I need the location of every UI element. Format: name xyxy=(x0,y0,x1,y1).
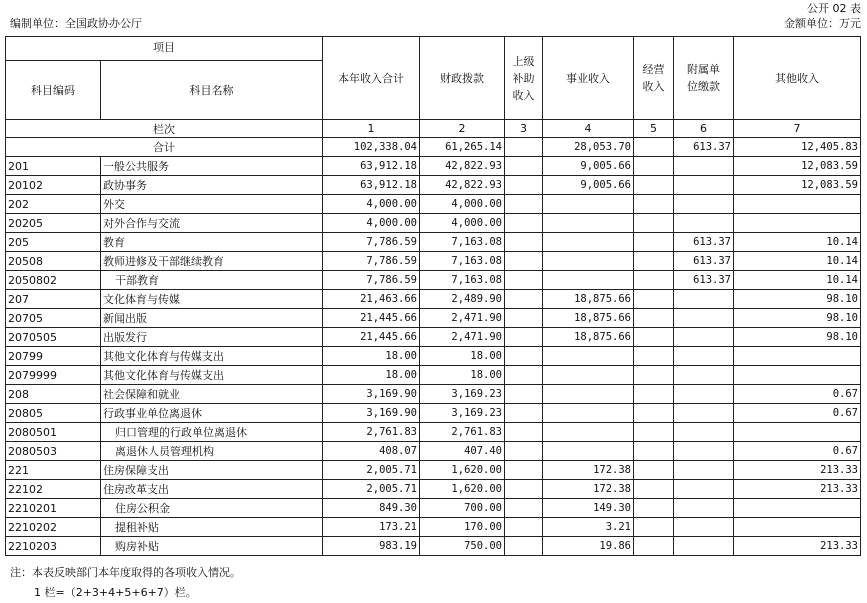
amount-cell: 7,163.08 xyxy=(420,271,505,290)
amount-cell: 2,471.90 xyxy=(420,309,505,328)
note-line: 1 栏=（2+3+4+5+6+7）栏。 xyxy=(34,586,197,599)
amount-cell xyxy=(634,309,674,328)
amount-cell xyxy=(543,271,634,290)
amount-cell xyxy=(543,252,634,271)
amount-cell xyxy=(543,423,634,442)
column-index: 1 xyxy=(323,120,420,138)
amount-cell: 4,000.00 xyxy=(420,195,505,214)
amount-cell: 3.21 xyxy=(543,518,634,537)
column-index: 7 xyxy=(734,120,861,138)
subject-code-cell: 205 xyxy=(6,233,101,252)
amount-cell xyxy=(505,404,543,423)
amount-cell xyxy=(734,347,861,366)
table-row xyxy=(6,480,861,499)
amount-cell xyxy=(505,480,543,499)
amount-cell: 21,445.66 xyxy=(323,309,420,328)
amount-cell xyxy=(634,252,674,271)
amount-cell xyxy=(634,290,674,309)
amount-cell xyxy=(674,214,734,233)
header-line: 补助 xyxy=(512,71,535,85)
amount-cell xyxy=(505,499,543,518)
amount-cell xyxy=(674,442,734,461)
amount-cell xyxy=(505,271,543,290)
amount-cell xyxy=(505,461,543,480)
subject-code-cell: 207 xyxy=(6,290,101,309)
header-row-1 xyxy=(6,37,861,61)
amount-cell: 2,005.71 xyxy=(323,480,420,499)
amount-cell: 172.38 xyxy=(543,461,634,480)
total-cell: 12,405.83 xyxy=(734,138,861,157)
subject-name-cell: 对外合作与交流 xyxy=(101,214,323,233)
amount-cell: 1,620.00 xyxy=(420,480,505,499)
amount-cell: 2,005.71 xyxy=(323,461,420,480)
amount-cell xyxy=(505,385,543,404)
header-subject-code: 科目编码 xyxy=(6,61,101,120)
amount-cell: 408.07 xyxy=(323,442,420,461)
amount-cell: 4,000.00 xyxy=(420,214,505,233)
amount-cell xyxy=(674,404,734,423)
amount-cell xyxy=(634,442,674,461)
header-line: 位缴款 xyxy=(687,80,720,93)
column-index: 2 xyxy=(420,120,505,138)
amount-cell: 3,169.90 xyxy=(323,404,420,423)
amount-cell xyxy=(505,233,543,252)
amount-cell: 750.00 xyxy=(420,537,505,556)
header-other-income: 其他收入 xyxy=(734,37,861,120)
subject-name-cell: 提租补贴 xyxy=(101,518,323,537)
amount-cell xyxy=(674,366,734,385)
amount-cell: 613.37 xyxy=(674,271,734,290)
amount-cell: 10.14 xyxy=(734,271,861,290)
amount-cell: 18.00 xyxy=(420,366,505,385)
subject-code-cell: 20799 xyxy=(6,347,101,366)
subject-name-cell: 其他文化体育与传媒支出 xyxy=(101,366,323,385)
amount-cell xyxy=(734,518,861,537)
amount-cell xyxy=(674,195,734,214)
header-line: 上级 xyxy=(512,54,535,68)
amount-cell: 213.33 xyxy=(734,461,861,480)
amount-cell: 98.10 xyxy=(734,290,861,309)
amount-cell xyxy=(674,480,734,499)
subject-name-cell: 行政事业单位离退休 xyxy=(101,404,323,423)
amount-cell xyxy=(634,195,674,214)
amount-cell xyxy=(734,499,861,518)
amount-cell xyxy=(674,157,734,176)
header-superior-subsidy xyxy=(505,37,543,120)
amount-cell: 18.00 xyxy=(323,366,420,385)
header-fiscal-appropriation: 财政拨款 xyxy=(420,37,505,120)
amount-cell: 3,169.23 xyxy=(420,404,505,423)
header-item: 项目 xyxy=(6,37,323,61)
amount-cell xyxy=(634,347,674,366)
amount-cell xyxy=(674,518,734,537)
amount-cell xyxy=(634,480,674,499)
amount-cell: 1,620.00 xyxy=(420,461,505,480)
amount-cell: 0.67 xyxy=(734,442,861,461)
subject-name-cell: 新闻出版 xyxy=(101,309,323,328)
table-row xyxy=(6,271,861,290)
subject-name-cell: 归口管理的行政单位离退休 xyxy=(101,423,323,442)
subject-name-cell: 住房保障支出 xyxy=(101,461,323,480)
amount-cell xyxy=(543,214,634,233)
subject-code-cell: 20102 xyxy=(6,176,101,195)
subject-name-cell: 住房公积金 xyxy=(101,499,323,518)
amount-cell: 10.14 xyxy=(734,252,861,271)
amount-cell xyxy=(505,176,543,195)
amount-cell: 149.30 xyxy=(543,499,634,518)
amount-cell: 4,000.00 xyxy=(323,214,420,233)
form-code: 公开 02 表 xyxy=(807,2,861,15)
amount-cell xyxy=(674,499,734,518)
amount-cell xyxy=(634,423,674,442)
amount-cell: 7,786.59 xyxy=(323,271,420,290)
amount-cell: 18.00 xyxy=(420,347,505,366)
subject-code-cell: 20508 xyxy=(6,252,101,271)
amount-cell: 18,875.66 xyxy=(543,290,634,309)
subject-name-cell: 干部教育 xyxy=(101,271,323,290)
amount-cell xyxy=(505,366,543,385)
amount-cell xyxy=(674,347,734,366)
total-cell: 28,053.70 xyxy=(543,138,634,157)
total-row xyxy=(6,138,861,157)
amount-cell: 2,489.90 xyxy=(420,290,505,309)
amount-cell xyxy=(674,385,734,404)
table-row xyxy=(6,366,861,385)
amount-cell xyxy=(634,461,674,480)
amount-cell xyxy=(505,252,543,271)
amount-cell xyxy=(634,385,674,404)
amount-cell: 2,761.83 xyxy=(323,423,420,442)
amount-cell xyxy=(674,176,734,195)
amount-cell: 7,786.59 xyxy=(323,252,420,271)
table-row xyxy=(6,214,861,233)
amount-cell xyxy=(505,214,543,233)
amount-cell xyxy=(734,366,861,385)
subject-name-cell: 外交 xyxy=(101,195,323,214)
amount-cell xyxy=(505,328,543,347)
amount-cell xyxy=(634,537,674,556)
amount-cell: 12,083.59 xyxy=(734,157,861,176)
table-row xyxy=(6,442,861,461)
table-notes xyxy=(10,563,241,603)
column-index-label: 栏次 xyxy=(6,120,323,138)
amount-cell: 98.10 xyxy=(734,328,861,347)
header-line: 收入 xyxy=(512,88,535,102)
amount-cell xyxy=(634,499,674,518)
subject-code-cell: 2210201 xyxy=(6,499,101,518)
amount-cell xyxy=(543,385,634,404)
subject-name-cell: 教师进修及干部继续教育 xyxy=(101,252,323,271)
table-row xyxy=(6,461,861,480)
amount-cell: 63,912.18 xyxy=(323,157,420,176)
column-index: 4 xyxy=(543,120,634,138)
table-row xyxy=(6,290,861,309)
header-business-income: 事业收入 xyxy=(543,37,634,120)
header-operating-income xyxy=(634,37,674,120)
subject-code-cell: 2210203 xyxy=(6,537,101,556)
amount-cell xyxy=(505,423,543,442)
amount-cell: 983.19 xyxy=(323,537,420,556)
subject-code-cell: 20205 xyxy=(6,214,101,233)
table-row xyxy=(6,385,861,404)
amount-cell: 10.14 xyxy=(734,233,861,252)
amount-cell: 19.86 xyxy=(543,537,634,556)
amount-cell xyxy=(734,214,861,233)
subject-name-cell: 文化体育与传媒 xyxy=(101,290,323,309)
amount-unit: 金额单位：万元 xyxy=(784,17,861,30)
amount-cell: 18,875.66 xyxy=(543,309,634,328)
subject-code-cell: 201 xyxy=(6,157,101,176)
amount-cell xyxy=(505,537,543,556)
header-affiliated-payment xyxy=(674,37,734,120)
amount-cell: 0.67 xyxy=(734,385,861,404)
amount-cell: 2,471.90 xyxy=(420,328,505,347)
amount-cell: 2,761.83 xyxy=(420,423,505,442)
table-row xyxy=(6,157,861,176)
subject-code-cell: 2070505 xyxy=(6,328,101,347)
column-index-row xyxy=(6,120,861,138)
amount-cell: 172.38 xyxy=(543,480,634,499)
amount-cell: 170.00 xyxy=(420,518,505,537)
subject-name-cell: 购房补贴 xyxy=(101,537,323,556)
amount-cell xyxy=(634,214,674,233)
amount-cell: 7,786.59 xyxy=(323,233,420,252)
subject-code-cell: 2080503 xyxy=(6,442,101,461)
amount-cell: 613.37 xyxy=(674,252,734,271)
table-row xyxy=(6,537,861,556)
table-row xyxy=(6,404,861,423)
amount-cell: 213.33 xyxy=(734,480,861,499)
table-row xyxy=(6,347,861,366)
subject-code-cell: 20705 xyxy=(6,309,101,328)
subject-name-cell: 政协事务 xyxy=(101,176,323,195)
amount-cell: 173.21 xyxy=(323,518,420,537)
table-row xyxy=(6,252,861,271)
amount-cell xyxy=(634,157,674,176)
total-cell xyxy=(634,138,674,157)
header-total-income: 本年收入合计 xyxy=(323,37,420,120)
header-line: 附属单 xyxy=(687,63,720,76)
subject-name-cell: 其他文化体育与传媒支出 xyxy=(101,347,323,366)
subject-name-cell: 教育 xyxy=(101,233,323,252)
amount-cell xyxy=(634,271,674,290)
amount-cell xyxy=(543,195,634,214)
subject-code-cell: 2050802 xyxy=(6,271,101,290)
amount-cell xyxy=(505,518,543,537)
amount-cell xyxy=(505,309,543,328)
amount-cell xyxy=(734,423,861,442)
total-cell: 102,338.04 xyxy=(323,138,420,157)
income-table xyxy=(5,36,861,556)
subject-code-cell: 208 xyxy=(6,385,101,404)
header-line: 经营 xyxy=(642,63,665,76)
subject-code-cell: 202 xyxy=(6,195,101,214)
amount-cell: 4,000.00 xyxy=(323,195,420,214)
amount-cell: 98.10 xyxy=(734,309,861,328)
amount-cell xyxy=(634,233,674,252)
amount-cell: 613.37 xyxy=(674,233,734,252)
header-subject-name: 科目名称 xyxy=(101,61,323,120)
amount-cell xyxy=(543,233,634,252)
amount-cell: 63,912.18 xyxy=(323,176,420,195)
table-row xyxy=(6,195,861,214)
amount-cell xyxy=(734,195,861,214)
amount-cell: 12,083.59 xyxy=(734,176,861,195)
amount-cell: 21,445.66 xyxy=(323,328,420,347)
amount-cell xyxy=(634,404,674,423)
amount-cell: 42,822.93 xyxy=(420,176,505,195)
subject-code-cell: 22102 xyxy=(6,480,101,499)
amount-cell xyxy=(674,461,734,480)
subject-name-cell: 离退休人员管理机构 xyxy=(101,442,323,461)
subject-name-cell: 一般公共服务 xyxy=(101,157,323,176)
amount-cell: 7,163.08 xyxy=(420,233,505,252)
amount-cell: 7,163.08 xyxy=(420,252,505,271)
total-cell: 613.37 xyxy=(674,138,734,157)
column-index: 5 xyxy=(634,120,674,138)
amount-cell: 407.40 xyxy=(420,442,505,461)
compiling-unit: 编制单位：全国政协办公厅 xyxy=(10,17,142,30)
amount-cell: 18.00 xyxy=(323,347,420,366)
table-row xyxy=(6,309,861,328)
amount-cell xyxy=(505,157,543,176)
subject-code-cell: 2210202 xyxy=(6,518,101,537)
subject-name-cell: 住房改革支出 xyxy=(101,480,323,499)
amount-cell xyxy=(505,347,543,366)
amount-cell xyxy=(634,328,674,347)
column-index: 6 xyxy=(674,120,734,138)
amount-cell: 213.33 xyxy=(734,537,861,556)
amount-cell xyxy=(505,442,543,461)
amount-cell: 9,005.66 xyxy=(543,157,634,176)
subject-code-cell: 2080501 xyxy=(6,423,101,442)
table-row xyxy=(6,518,861,537)
amount-cell: 0.67 xyxy=(734,404,861,423)
subject-name-cell: 社会保障和就业 xyxy=(101,385,323,404)
note-line: 注：本表反映部门本年度取得的各项收入情况。 xyxy=(10,566,241,579)
amount-cell xyxy=(674,290,734,309)
table-row xyxy=(6,423,861,442)
amount-cell xyxy=(674,423,734,442)
table-row xyxy=(6,233,861,252)
amount-cell: 3,169.90 xyxy=(323,385,420,404)
subject-code-cell: 221 xyxy=(6,461,101,480)
amount-cell xyxy=(674,537,734,556)
subject-code-cell: 2079999 xyxy=(6,366,101,385)
amount-cell: 700.00 xyxy=(420,499,505,518)
amount-cell xyxy=(634,176,674,195)
table-row xyxy=(6,176,861,195)
amount-cell xyxy=(543,366,634,385)
amount-cell xyxy=(543,347,634,366)
amount-cell: 21,463.66 xyxy=(323,290,420,309)
total-cell: 61,265.14 xyxy=(420,138,505,157)
table-row xyxy=(6,499,861,518)
amount-cell xyxy=(674,328,734,347)
amount-cell xyxy=(674,309,734,328)
amount-cell xyxy=(505,290,543,309)
header-line: 收入 xyxy=(642,80,665,93)
amount-cell xyxy=(634,518,674,537)
amount-cell: 3,169.23 xyxy=(420,385,505,404)
table-row xyxy=(6,328,861,347)
amount-cell xyxy=(543,442,634,461)
amount-cell xyxy=(634,366,674,385)
amount-cell: 18,875.66 xyxy=(543,328,634,347)
amount-cell: 849.30 xyxy=(323,499,420,518)
amount-cell xyxy=(505,195,543,214)
total-label: 合计 xyxy=(6,138,323,157)
subject-name-cell: 出版发行 xyxy=(101,328,323,347)
column-index: 3 xyxy=(505,120,543,138)
subject-code-cell: 20805 xyxy=(6,404,101,423)
amount-cell: 9,005.66 xyxy=(543,176,634,195)
amount-cell xyxy=(543,404,634,423)
total-cell xyxy=(505,138,543,157)
amount-cell: 42,822.93 xyxy=(420,157,505,176)
